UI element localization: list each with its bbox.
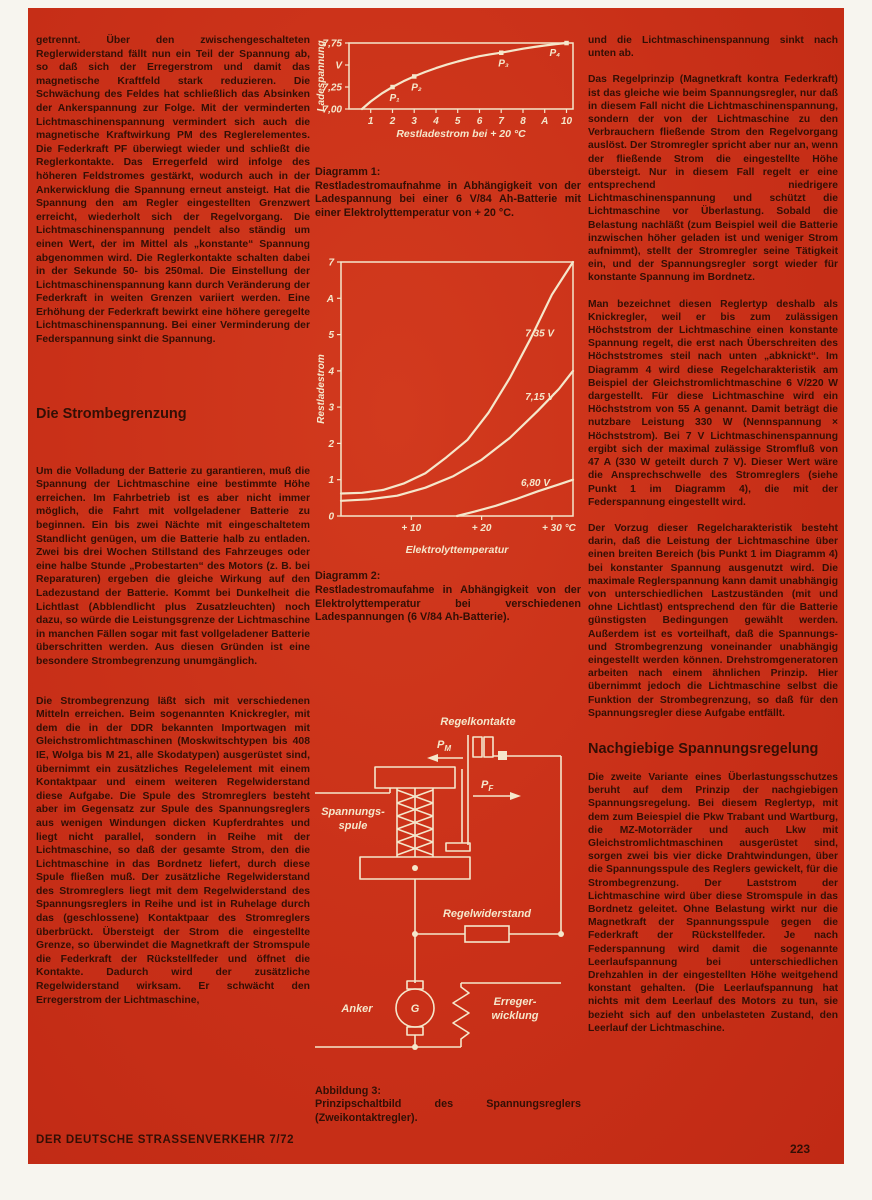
page-number: 223	[789, 1142, 810, 1156]
page-background	[28, 8, 844, 1164]
caption-title: Diagramm 2:	[315, 570, 381, 583]
label-erregerwicklung: Erreger-	[493, 995, 537, 1008]
label-pf: $P_F$	[481, 778, 494, 793]
svg-text:Restladestrom: Restladestrom	[316, 354, 327, 425]
left-paragraph-3: Die Strombegrenzung läßt sich mit verschiedenen Mitteln erreichen. Beim sogenannten Knickregler, mit dem die in der DDR bekannten Importwagen mit Gleichstromlichtmaschinen (Moskwitschtypen bis 408 IE, Wolga bis M 21, alle Skodatypen) ausgerüstet sind, übernimmt ein zusätzliches Regelelement mit einem Kontaktpaar und einem weiteren Regelwiderstand diese Aufgabe. Die Spule des Stromreglers besteht aber im Gegensatz zur Spule des Spannungsreglers aus wenigen Windungen dicken Kupferdrahtes und liegt nicht parallel, sondern in Reihe mit der Lichtmaschine, so daß der gesamte Strom, den die Lichtmaschine in das Bordnetz liefert, durch diese Spule fließen muß. Der zusätzliche Regelwiderstand des Stromreglers liegt mit dem Regelwiderstand des Spannungsreglers in Reihe und ist in Ruhelage durch das (geschlossene) Kontaktpaar des Stromreglers überbrückt. Übersteigt der Strom die eingestellte Grenze, so überwindet die Magnetkraft der Stromspule die Federkraft der Rückstellfeder und öffnet die Kontakte. Dadurch wird der zusätzliche Regelwiderstand wirksam. Er schwächt den Erregerstrom der Lichtmaschine,	[36, 695, 310, 1006]
caption-title: Abbildung 3:	[315, 1084, 381, 1097]
label-regelwiderstand: Regelwiderstand	[442, 907, 532, 920]
svg-text:5: 5	[454, 116, 461, 127]
label-spannungsspule: spule	[338, 819, 368, 832]
svg-text:7,15 V: 7,15 V	[525, 392, 555, 404]
contact-block	[473, 737, 482, 757]
label-pm: $P_M$	[437, 738, 452, 753]
left-paragraph-1: getrennt. Über den zwischengeschalteten Reglerwiderstand fällt nun ein Teil der Spannung ab, so daß sich der Erregerstrom und damit das magnetische Kraftfeld stark reduzieren. Die Schwächung des Feldes hat schließlich das Absinken der Ankerspannung zur Folge. Mit der verminderten Lichtmaschinenspannung vermindert sich auch die magnetische Kraftwirkung PM des Reglerelementes. Die Federkraft PF überwiegt wieder und schließt die Reglerkontakte. Das Erregerfeld wird infolge des höheren Feldstromes gestärkt, wodurch auch in der Ankerwicklung die Spannung erneut ansteigt. Hat die Spannung den am Regler eingestellten Grenzwert erreicht, wiederholt sich der Regelvorgang. Die Lichtmaschinenspannung pendelt also ständig um einen Wert, der im Mittel als „konstante“ Spannung abgenommen wird. Die Reglerkontakte schalten dabei in der Sekunde 50- bis 250mal. Die Einstellung der Lichtmaschinenspannung kann durch Veränderung der Federkraft in weiten Grenzen variiert werden. Eine Erhöhung der Federkraft bewirkt eine höhere geregelte Lichtmaschinenspannung. Bei einer Verminderung der Federspannung sinkt die Spannung.	[36, 35, 310, 346]
junction-dot	[412, 865, 418, 871]
svg-text:7,00: 7,00	[322, 104, 342, 116]
svg-text:V: V	[335, 60, 342, 72]
circuit-svg	[315, 695, 581, 1067]
diagram1-line-chart	[315, 38, 581, 140]
svg-text:2: 2	[328, 439, 334, 451]
field-winding-zigzag	[453, 983, 469, 1047]
heading-nachgiebige-spannungsregelung: Nachgiebige Spannungsregelung	[588, 740, 819, 757]
svg-text:+ 10: + 10	[401, 523, 422, 535]
svg-text:°C: °C	[564, 523, 576, 535]
svg-text:P₃: P₃	[498, 58, 509, 70]
svg-text:Restladestrom bei + 20 °C: Restladestrom bei + 20 °C	[396, 128, 526, 140]
svg-text:4: 4	[328, 366, 334, 378]
svg-text:7,75: 7,75	[322, 38, 342, 50]
svg-text:5: 5	[328, 330, 334, 342]
right-column	[588, 8, 838, 1035]
label-erregerwicklung: wicklung	[491, 1009, 539, 1022]
svg-text:+ 20: + 20	[471, 523, 492, 535]
svg-text:10: 10	[560, 116, 573, 127]
svg-text:1: 1	[367, 116, 374, 127]
svg-text:P₄: P₄	[549, 48, 561, 59]
svg-text:7,35 V: 7,35 V	[525, 328, 555, 340]
caption-body: Restladestromaufahme in Abhängigkeit von der Elektrolyttemperatur bei verschiedenen Ladespannungen (6 V/84 Ah-Batterie).	[315, 583, 581, 624]
voltage-regulator-schematic	[315, 695, 581, 1067]
right-paragraph-2: Das Regelprinzip (Magnetkraft kontra Federkraft) ist das gleiche wie beim Spannungsregler, nur daß in diesem Fall nicht die Lichtmaschinenspannung, sondern der von der Lichtmaschine zu den Verbrauchern fließende Strom den Regelvorgang auslöst. Der Stromregler spricht aber nur an, wenn der fließende Strom die eingestellte Höhe übersteigt. Nur in diesem Fall regelt er eine entsprechend niedrigere Lichtmaschinenspannung und schützt die Lichtmaschine vor Überlastung. Sobald die Belastung nachläßt (zum Beispiel weil die Batterie inzwischen höher geladen ist und weniger Strom aufnimmt), stellt der Stromregler seine Tätigkeit ein, und der Spannungsregler sorgt wieder für konstante Spannung im Bordnetz.	[588, 74, 838, 284]
caption-title: Diagramm 1:	[315, 166, 381, 178]
svg-text:3: 3	[411, 116, 417, 127]
svg-text:3: 3	[328, 402, 334, 414]
svg-text:7: 7	[328, 257, 334, 269]
contact-block	[484, 737, 493, 757]
diagram2-caption	[315, 570, 581, 624]
regelwiderstand-resistor	[465, 926, 509, 942]
right-paragraph-3: Man bezeichnet diesen Reglertyp deshalb als Knickregler, weil er bis zum zulässigen Höchststrom der Lichtmaschine einen konstante Spannung regelt, die erst nach Überschreiten des Höchststromes steil nach unten „abknickt“. Im Diagramm 4 wird diese Regelcharakteristik am Beispiel der Gleichstromlichtmaschine 6 V/220 W dargestellt. Für diese Lichtmaschine wird ein Höchststrom von 55 A genannt. Damit beträgt die nutzbare Leistung 330 W (Nennspannung × Höchststrom). Bei 7 V Lichtmaschinenspannung ergibt sich der maximal zulässige Stromfluß von 47 A (330 W geteilt durch 7 V). Dieser Wert wäre die Ansprechschwelle des Stromreglers (siehe Punkt 1 im Diagramm 4), die mit der Federspannung eingestellt wird.	[588, 298, 838, 508]
svg-text:8: 8	[520, 116, 526, 127]
svg-text:7,25: 7,25	[322, 82, 342, 94]
caption-body: Prinzipschaltbild des Spannungsreglers (Zweikontaktregler).	[315, 1098, 581, 1124]
svg-text:A: A	[541, 116, 549, 127]
left-paragraph-2: Um die Volladung der Batterie zu garantieren, muß die Spannung der Lichtmaschine eine bestimmte Höhe erreichen. Im Fahrbetrieb ist es aber nicht immer möglich, die Fahrt mit vollgeladener Batterie zu beginnen. Ein bis zwei Nächte mit eingeschaltetem Standlicht genügen, um die Batterie halb zu entladen. Zwei bis drei Wochen Stillstand des Fahrzeuges oder eine halbe Stunde „Probestarten“ des Motors (z. B. bei Reparaturen) ergeben die gleiche Wirkung auf den Ladezustand der Batterie. Kommt bei Dunkelheit die Lichtlast (Abblendlicht plus Zusatzleuchten) noch dazu, so würde die Leistungsgrenze der Lichtmaschine in manchen Fällen sogar mit fast vollgeladener Batterie überschritten werden. Aus diesen Gründen ist eine besondere Strombegrenzung unumgänglich.	[36, 465, 310, 667]
svg-text:7: 7	[498, 116, 504, 127]
label-generator-g: G	[410, 1002, 420, 1015]
svg-text:P₂: P₂	[411, 82, 422, 94]
svg-text:A: A	[326, 294, 334, 306]
generator-brush	[407, 1027, 423, 1035]
heading-strombegrenzung: Die Strombegrenzung	[36, 405, 187, 422]
svg-text:Ladespannung: Ladespannung	[316, 40, 327, 112]
right-paragraph-5: Die zweite Variante eines Überlastungsschutzes beruht auf dem Prinzip der nachgiebigen Spannungsregelung. Bei diesem Reglertyp, mit dem zum Beiespiel die Pkw Trabant und Wartburg, die MZ-Motorräder und auch Lkw mit Gleichstromlichtmaschinen ausgerüstet sind, sorgen zwei bis vier dicke Drahtwindungen, über die Spannungsspule des Reglers gewickelt, für die Strombegrenzung. Der Laststrom der Lichtmaschine wird über diese Stromspule in das Bordnetz geleitet. Ohne Belastung wirkt nur die Magnetkraft der Spannungsspule gegen die Federkraft der Rückstellfeder. Je nach Federspannung wird damit die sogenannte Leerlaufspannung bei unterschiedlichen Drehzahlen in der eingestellten Höhe weitgehend konstant gehalten. (Die Leerlaufspannung hat nichts mit dem Leerlauf des Motors zu tun, sie bezieht sich auf den unbelasteten Zustand, den Leerlauf der Lichtmaschine.	[588, 771, 838, 1034]
junction-dot	[558, 931, 564, 937]
svg-text:0: 0	[328, 511, 334, 523]
right-paragraph-1: und die Lichtmaschinenspannung sinkt nach unten ab.	[588, 35, 838, 60]
svg-text:+ 30: + 30	[542, 523, 562, 535]
middle-column	[315, 8, 581, 1126]
svg-text:6,80 V: 6,80 V	[521, 478, 550, 490]
svg-text:Elektrolyttemperatur: Elektrolyttemperatur	[405, 544, 509, 557]
svg-text:P₁: P₁	[389, 93, 400, 104]
svg-text:1: 1	[328, 475, 334, 487]
caption-body: Restladestromaufnahme in Abhängigkeit von der Ladespannung bei einer 6 V/84 Ah-Batterie mit einer Elektrolyttemperatur von + 20 °C.	[315, 179, 581, 219]
label-regelkontakte: Regelkontakte	[440, 715, 516, 728]
svg-text:4: 4	[433, 116, 439, 127]
svg-text:6: 6	[476, 116, 483, 127]
junction-dot	[412, 931, 418, 937]
svg-text:2: 2	[389, 116, 396, 127]
pm-arrowhead	[427, 754, 438, 762]
diagram2-line-chart	[315, 256, 581, 556]
diagram1-caption	[315, 166, 581, 220]
label-spannungsspule: Spannungs-	[321, 805, 385, 818]
armature-foot	[446, 843, 470, 851]
pf-arrowhead	[510, 792, 521, 800]
label-anker: Anker	[341, 1002, 373, 1015]
right-paragraph-4: Der Vorzug dieser Regelcharakteristik besteht darin, daß die Leistung der Lichtmaschine über einen breiten Bereich (bis Punkt 1 im Diagramm 4) bei konstanter Spannung ausgenutzt wird. Die maximale Reglerspannung kann damit unabhängig von unterschiedlichen Lastzuständen (mit und ohne Lichtlast) entsprechend den für die Batterie günstigsten Bedingungen gewählt werden. Außerdem ist es vorteilhaft, daß die Spannungs- und Strombegrenzung voneinander unabhängig eingestellt werden können. Drehstromgeneratoren arbeiten nach einem ähnlichen Prinzip. Hier übernimmt jedoch die Lichtmaschine selbst die Funktion der Strombegrenzung, so daß für den Spannungsregler diese Aufgabe entfällt.	[588, 522, 838, 719]
left-column	[36, 8, 310, 1007]
abbildung3-caption	[315, 1085, 581, 1126]
junction-dot	[412, 1044, 418, 1050]
magnet-top-bar	[375, 767, 455, 788]
magazine-footer: DER DEUTSCHE STRASSENVERKEHR 7/72	[36, 1134, 295, 1146]
